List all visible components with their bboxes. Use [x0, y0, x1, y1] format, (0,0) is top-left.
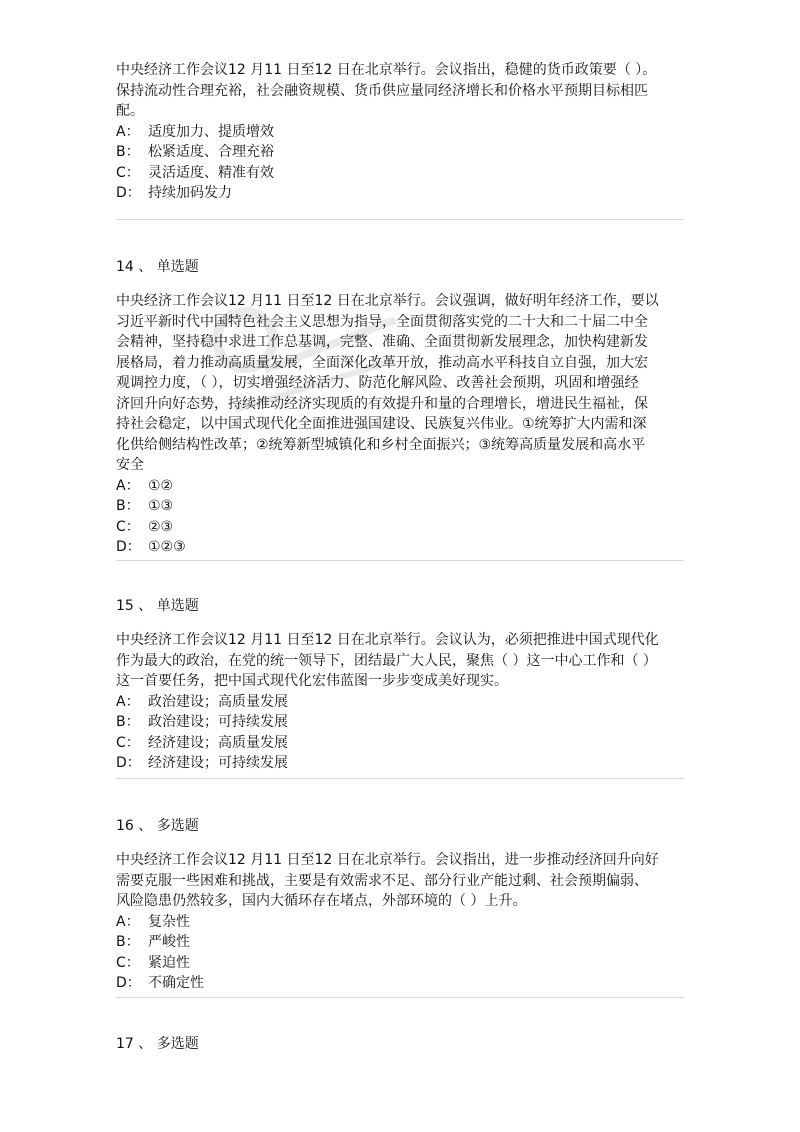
stem-line: 观调控力度，（ ），切实增强经济活力、防范化解风险、改善社会预期，巩固和增强经: [116, 375, 639, 391]
option-a[interactable]: A： 适度加力、提质增效: [116, 123, 274, 140]
stem-line: 中央经济工作会议12 月11 日至12 日在北京举行。会议强调，做好明年经济工作，要以: [116, 293, 659, 309]
stem-line: 中央经济工作会议12 月11 日至12 日在北京举行。会议指出，稳健的货币政策要（ ）。: [116, 62, 657, 78]
option-a[interactable]: A： ①②: [116, 477, 174, 494]
question-13: [116, 60, 686, 204]
stem-line: 济回升向好态势，持续推动经济实现质的有效提升和量的合理增长，增进民生福祉，保: [116, 395, 648, 412]
stem-line: 作为最大的政治，在党的统一领导下，团结最广大人民，聚焦（ ）这一中心工作和（ ）: [116, 652, 657, 669]
option-d[interactable]: D： ①②③: [116, 539, 186, 555]
stem-line: 配。: [116, 103, 144, 119]
option-a[interactable]: A： 政治建设；高质量发展: [116, 693, 288, 710]
option-c[interactable]: C： ②③: [116, 518, 174, 535]
option-b[interactable]: B： 松紧适度、合理充裕: [116, 144, 274, 160]
option-b[interactable]: B： 严峻性: [116, 934, 190, 950]
option-c[interactable]: C： 经济建设；高质量发展: [116, 734, 288, 751]
option-list: [116, 692, 686, 774]
option-c[interactable]: C： 紧迫性: [116, 954, 190, 971]
question-stem: [116, 291, 686, 476]
question-header: 14 、 单选题: [116, 259, 199, 275]
divider: [116, 219, 684, 220]
stem-line: 安全: [116, 457, 144, 473]
stem-line: 化供给侧结构性改革；②统筹新型城镇化和乡村全面振兴；③统筹高质量发展和高水平: [116, 436, 646, 453]
question-stem: [116, 630, 686, 692]
question-16: [116, 816, 686, 994]
option-list: [116, 476, 686, 558]
option-list: [116, 122, 686, 204]
question-14: [116, 257, 686, 558]
option-d[interactable]: D： 持续加码发力: [116, 185, 232, 201]
option-d[interactable]: D： 经济建设；可持续发展: [116, 755, 288, 771]
stem-line: 风险隐患仍然较多，国内大循环存在堵点，外部环境的（ ）上升。: [116, 893, 527, 909]
divider: [116, 778, 684, 779]
stem-line: 中央经济工作会议12 月11 日至12 日在北京举行。会议指出，进一步推动经济回升向好: [116, 852, 659, 868]
stem-line: 会精神，坚持稳中求进工作总基调，完整、准确、全面贯彻新发展理念，加快构建新发: [116, 334, 648, 350]
stem-line: 持社会稳定，以中国式现代化全面推进强国建设、民族复兴伟业。①统筹扩大内需和深: [116, 416, 647, 432]
option-list: [116, 912, 686, 994]
option-b[interactable]: B： ①③: [116, 498, 174, 514]
option-b[interactable]: B： 政治建设；可持续发展: [116, 714, 288, 730]
stem-line: 需要克服一些困难和挑战，主要是有效需求不足、部分行业产能过剩、社会预期偏弱、: [116, 872, 648, 889]
option-d[interactable]: D： 不确定性: [116, 975, 204, 991]
question-header: 15 、 单选题: [116, 598, 199, 614]
stem-line: 习近平新时代中国特色社会主义思想为指导，全面贯彻落实党的二十大和二十届二中全: [116, 313, 648, 330]
question-stem: [116, 850, 686, 912]
option-c[interactable]: C： 灵活适度、精准有效: [116, 164, 274, 181]
stem-line: 展格局，着力推动高质量发展，全面深化改革开放，推动高水平科技自立自强，加大宏: [116, 354, 648, 371]
question-header: 16 、 多选题: [116, 818, 199, 834]
divider: [116, 560, 684, 561]
question-15: [116, 596, 686, 774]
stem-line: 中央经济工作会议12 月11 日至12 日在北京举行。会议认为，必须把推进中国式现代化: [116, 632, 659, 648]
divider: [116, 997, 684, 998]
stem-line: 保持流动性合理充裕，社会融资规模、货币供应量同经济增长和价格水平预期目标相匹: [116, 82, 648, 99]
stem-line: 这一首要任务，把中国式现代化宏伟蓝图一步步变成美好现实。: [116, 673, 508, 689]
option-a[interactable]: A： 复杂性: [116, 913, 190, 930]
question-header: 17 、 多选题: [116, 1036, 199, 1052]
question-17: [116, 1034, 686, 1068]
question-stem: [116, 60, 686, 122]
